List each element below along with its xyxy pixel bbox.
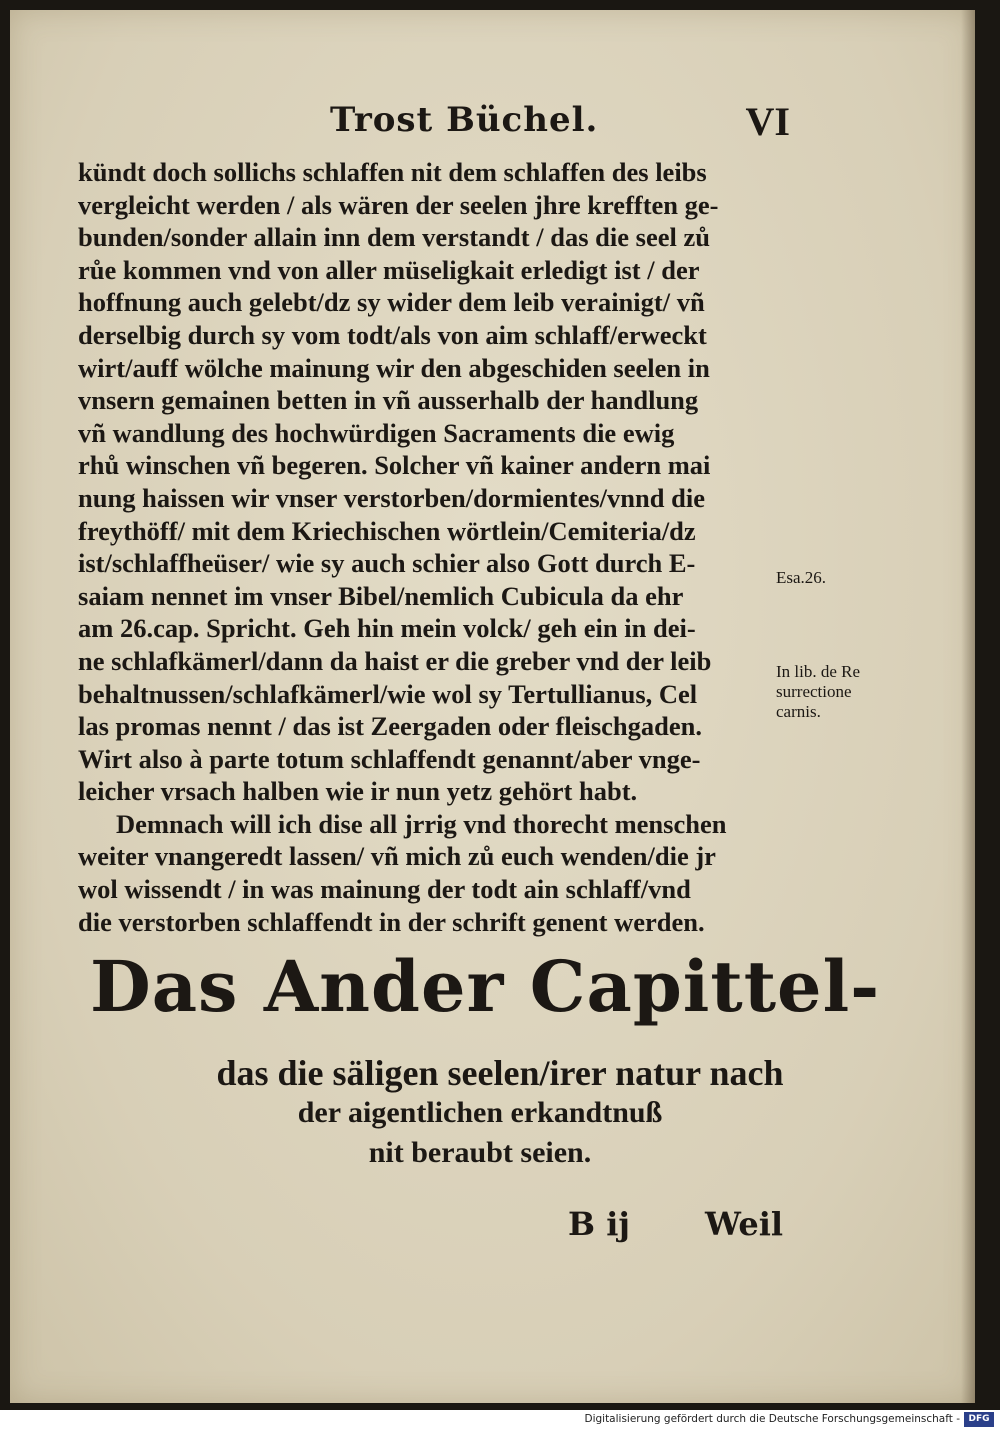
- signature-mark: B ij: [568, 1205, 630, 1243]
- text-line: rhů winschen vñ begeren. Solcher vñ kainer andern mai: [78, 450, 711, 481]
- text-line: derselbig durch sy vom todt/als von aim schlaff/erweckt: [78, 319, 707, 350]
- folio-number: VI: [745, 99, 790, 144]
- text-line: freythöff/ mit dem Kriechischen wörtlein/Cemiteria/dz: [78, 515, 696, 546]
- text-line: bunden/sonder allain inn dem verstandt / das die seel zů: [78, 222, 710, 253]
- text-line: leicher vrsach halben wie ir nun yetz gehört habt.: [78, 776, 638, 807]
- text-line: las promas nennt / das ist Zeergaden oder fleischgaden.: [78, 711, 703, 742]
- text-line: Demnach will ich dise all jrrig vnd thorecht menschen: [116, 808, 727, 839]
- margin-note-esa: [776, 568, 906, 588]
- body-text: [78, 156, 778, 938]
- text-line: vñ wandlung des hochwürdigen Sacraments die ewig: [78, 417, 675, 448]
- chapter-heading: Das Ander Capittel-: [90, 945, 881, 1028]
- running-title: Trost Büchel.: [330, 100, 599, 140]
- margin-note-text: In lib. de Re: [776, 662, 861, 681]
- spine-shadow: [961, 10, 975, 1403]
- text-line: vnsern gemainen betten in vñ ausserhalb der handlung: [78, 385, 699, 416]
- text-line: saiam nennet im vnser Bibel/nemlich Cubicula da ehr: [78, 580, 684, 611]
- chapter-subtitle-line: das die säligen seelen/irer natur nach: [216, 1053, 784, 1093]
- text-line: nung haissen wir vnser verstorben/dormientes/vnnd die: [78, 482, 705, 513]
- margin-note-text: Esa.26.: [776, 568, 827, 587]
- text-line: ist/schlaffheüser/ wie sy auch schier also Gott durch E-: [78, 548, 696, 579]
- text-line: růe kommen vnd von aller müseligkait erledigt ist / der: [78, 254, 700, 285]
- funding-credit: Digitalisierung gefördert durch die Deutsche Forschungsgemeinschaft -: [584, 1413, 960, 1425]
- chapter-subtitle-line: nit beraubt seien.: [368, 1136, 592, 1169]
- text-line: Wirt also à parte totum schlaffendt genannt/aber vnge-: [78, 743, 701, 774]
- text-line: wol wissendt / in was mainung der todt ain schlaff/vnd: [78, 874, 691, 905]
- running-head: [320, 100, 790, 150]
- text-line: behaltnussen/schlafkämerl/wie wol sy Tertullianus, Cel: [78, 678, 698, 709]
- text-line: kündt doch sollichs schlaffen nit dem schlaffen des leibs: [78, 157, 707, 187]
- footer-bar: [0, 1410, 1000, 1431]
- text-line: vergleicht werden / als wären der seelen jhre krefften ge-: [78, 189, 719, 220]
- text-line: ne schlafkämerl/dann da haist er die greber vnd der leib: [78, 645, 712, 676]
- text-line: die verstorben schlaffendt in der schrift genent werden.: [78, 906, 705, 937]
- chapter-subtitle-line: der aigentlichen erkandtnuß: [297, 1096, 663, 1129]
- text-line: wirt/auff wölche mainung wir den abgeschiden seelen in: [78, 352, 710, 383]
- margin-note-text: carnis.: [776, 702, 821, 721]
- dfg-logo: DFG: [964, 1412, 994, 1427]
- margin-note-text: surrectione: [776, 682, 852, 701]
- catchword: Weil: [705, 1205, 783, 1243]
- margin-note-tertullian: [776, 662, 906, 722]
- text-line: am 26.cap. Spricht. Geh hin mein volck/ geh ein in dei-: [78, 613, 696, 644]
- text-line: weiter vnangeredt lassen/ vñ mich zů euch wenden/die jr: [78, 841, 716, 872]
- text-line: hoffnung auch gelebt/dz sy wider dem leib verainigt/ vñ: [78, 287, 705, 318]
